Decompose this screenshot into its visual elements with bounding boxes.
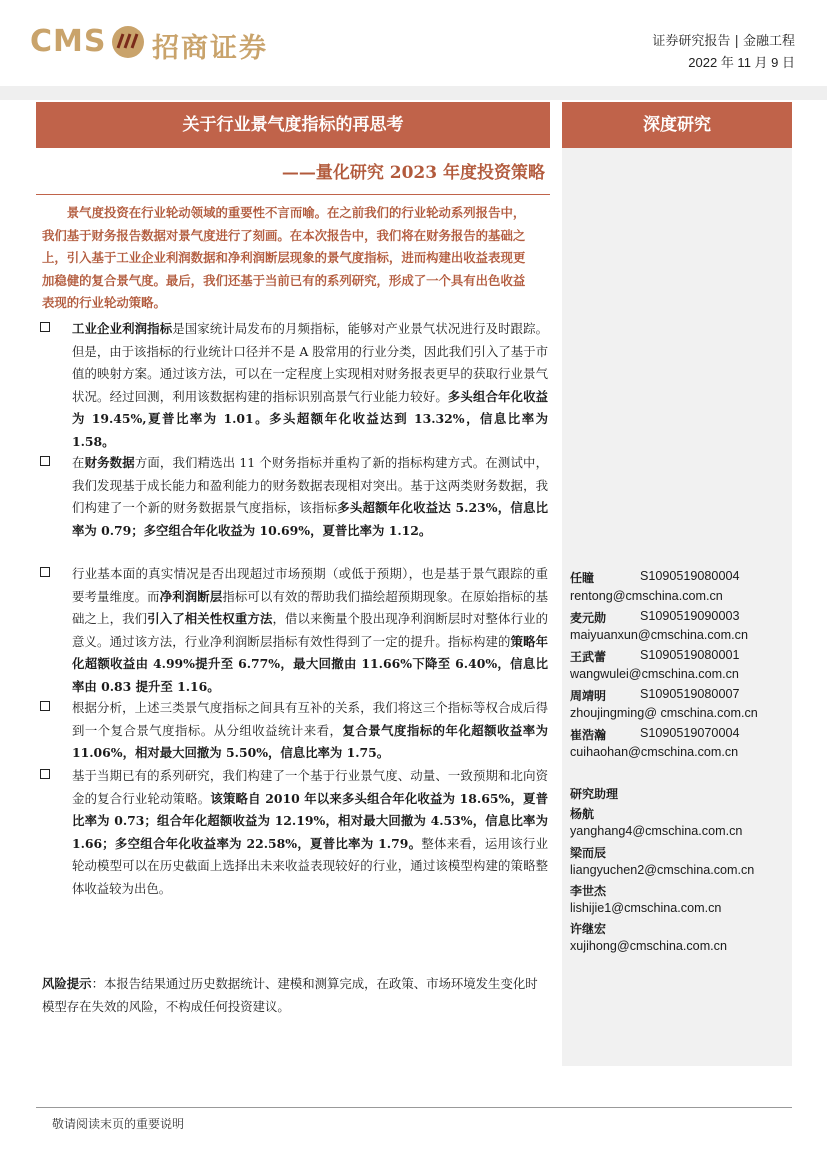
report-category-badge: 深度研究 bbox=[562, 102, 792, 148]
assistant-email[interactable]: yanghang4@cmschina.com.cn bbox=[570, 824, 743, 838]
bullet-body: 基于当期已有的系列研究，我们构建了一个基于行业景气度、动量、一致预期和北向资金的复合行业轮动策略。 bbox=[72, 768, 548, 806]
risk-text: ：本报告结果通过历史数据统计、建模和测算完成，在政策、市场环境发生变化时模型存在失效的风险，不构成任何投资建议。 bbox=[42, 976, 538, 1014]
bullet-text bbox=[72, 318, 548, 453]
subtitle-divider bbox=[36, 194, 550, 195]
bullet-text bbox=[72, 452, 548, 542]
analyst-email[interactable]: zhoujingming@ cmschina.com.cn bbox=[570, 706, 758, 720]
bullet-result: 该策略自 2010 年以来多头组合年化收益为 18.65%，夏普比率为 0.73；组合年化超额收益为 12.19%，相对最大回撤为 4.53%，信息比率为 1.66；多空组合年化收益率为 22.58%，夏普比率为 1.79。 bbox=[72, 790, 548, 851]
analyst-name: 任瞳 bbox=[570, 571, 595, 585]
bullet-net-profit-gap bbox=[40, 563, 548, 698]
checkbox-bullet-icon bbox=[40, 701, 50, 711]
bullet-body: 整体来看，运用该行业轮动模型可以在历史截面上选择出未来收益表现较好的行业，通过该模型构建的策略整体收益较为出色。 bbox=[72, 835, 549, 896]
checkbox-bullet-icon bbox=[40, 567, 50, 577]
bullet-body: 是国家统计局发布的月频指标，能够对产业景气状况进行及时跟踪。但是，由于该指标的行业统计口径并不是 A 股常用的行业分类，因此我们引入了基于市值的映射方案。通过该方法，可以在一定程度上实现相对财务报表更早的获取行业景气状况。经过回测，利用该数据构建的指标识别高景气行业能力较好。 bbox=[72, 321, 549, 404]
analyst-name: 麦元勋 bbox=[570, 611, 607, 625]
footer-divider bbox=[36, 1107, 792, 1108]
logo-cms-text: CMS bbox=[30, 24, 107, 59]
bullet-result: 多头组合年化收益为 19.45%,夏普比率为 1.01。多头超额年化收益达到 13.32%，信息比率为 1.58。 bbox=[72, 388, 549, 449]
bullet-body: 行业基本面的真实情况是否出现超过市场预期（或低于预期），也是基于景气跟踪的重要考量维度。而 bbox=[72, 566, 548, 604]
abstract-paragraph: 景气度投资在行业轮动领域的重要性不言而喻。在之前我们的行业轮动系列报告中，我们基于财务报告数据对景气度进行了刻画。在本次报告中，我们将在财务报告的基础之上，引入基于工业企业利润数据和净利润断层现象的景气度指标，进而构建出收益表现更加稳健的复合景气度。最后，我们还基于当前已有的系列研究，形成了一个具有出色收益表现的行业轮动策略。 bbox=[42, 205, 526, 310]
analyst-name: 崔浩瀚 bbox=[570, 728, 607, 742]
analyst-cert-code: S1090519080001 bbox=[640, 648, 740, 662]
analyst-cert-code: S1090519090003 bbox=[640, 609, 740, 623]
bullet-result: 多头超额年化收益达 5.23%，信息比率为 0.79；多空组合年化收益为 10.69%，夏普比率为 1.12。 bbox=[72, 500, 549, 538]
bullet-keyword: 工业企业利润指标 bbox=[72, 321, 173, 336]
checkbox-bullet-icon bbox=[40, 456, 50, 466]
assistant-name: 许继宏 bbox=[570, 922, 607, 936]
analyst-email[interactable]: rentong@cmschina.com.cn bbox=[570, 589, 723, 603]
analyst-cert-code: S1090519070004 bbox=[640, 726, 740, 740]
analyst-name: 王武蕾 bbox=[570, 650, 607, 664]
bullet-body: 指标可以有效的帮助我们描绘超预期现象。在原始指标的基础之上，我们 bbox=[72, 588, 549, 626]
bullet-industrial-profit bbox=[40, 318, 548, 453]
bullet-composite-indicator bbox=[40, 697, 548, 765]
bullet-financial-data bbox=[40, 452, 548, 542]
bullet-result: 复合景气度指标的年化超额收益率为 11.06%，相对最大回撤为 5.50%，信息比率为 1.75。 bbox=[72, 722, 549, 760]
analyst-email[interactable]: maiyuanxun@cmschina.com.cn bbox=[570, 628, 748, 642]
checkbox-bullet-icon bbox=[40, 769, 50, 779]
risk-warning bbox=[42, 973, 548, 1018]
bullet-text bbox=[72, 765, 548, 900]
bullet-body: ，借以来衡量个股出现净利润断层时对整体行业的意义。通过该方法，行业净利润断层指标有效性得到了一定的提升。指标构建的 bbox=[72, 611, 549, 649]
report-date: 2022 年 11 月 9 日 bbox=[688, 55, 795, 70]
assistants-label: 研究助理 bbox=[570, 787, 619, 801]
assistant-email[interactable]: xujihong@cmschina.com.cn bbox=[570, 939, 727, 953]
bullet-prefix: 在 bbox=[72, 455, 85, 470]
assistant-email[interactable]: liangyuchen2@cmschina.com.cn bbox=[570, 863, 755, 877]
assistant-name: 梁而辰 bbox=[570, 846, 607, 860]
report-subtitle: ——量化研究 2023 年度投资策略 bbox=[281, 163, 545, 183]
analyst-cert-code: S1090519080004 bbox=[640, 569, 740, 583]
report-title: 关于行业景气度指标的再思考 bbox=[182, 115, 404, 135]
report-type: 证券研究报告 | 金融工程 bbox=[652, 34, 795, 49]
bullet-keyword: 引入了相关性权重方法 bbox=[147, 611, 273, 626]
logo-chinese-name: 招商证券 bbox=[152, 33, 268, 64]
bullet-keyword: 财务数据 bbox=[84, 455, 135, 470]
bullet-body: 根据分析，上述三类景气度指标之间具有互补的关系，我们将这三个指标等权合成后得到一个复合景气度指标。从分组收益统计来看， bbox=[72, 700, 548, 738]
analyst-email[interactable]: cuihaohan@cmschina.com.cn bbox=[570, 745, 739, 759]
analyst-name: 周靖明 bbox=[570, 689, 607, 703]
checkbox-bullet-icon bbox=[40, 322, 50, 332]
risk-label: 风险提示 bbox=[42, 976, 92, 991]
bullet-result: 策略年化超额收益由 4.99%提升至 6.77%，最大回撤由 11.66%下降至 6.40%，信息比率由 0.83 提升至 1.16。 bbox=[72, 633, 549, 694]
bullet-text bbox=[72, 697, 548, 765]
bullet-text bbox=[72, 563, 548, 698]
assistant-name: 杨航 bbox=[570, 807, 595, 821]
bullet-body: 方面，我们精选出 11 个财务指标并重构了新的指标构建方式。在测试中，我们发现基于成长能力和盈利能力的财务数据表现相对突出。基于这两类财务数据，我们构建了一个新的财务数据景气度指标，该指标 bbox=[72, 455, 548, 515]
logo-emblem-icon bbox=[110, 24, 146, 60]
bullet-rotation-strategy bbox=[40, 765, 548, 900]
assistant-name: 李世杰 bbox=[570, 884, 607, 898]
footer-note: 敬请阅读末页的重要说明 bbox=[52, 1117, 185, 1131]
bullet-keyword: 净利润断层 bbox=[159, 588, 223, 604]
assistant-email[interactable]: lishijie1@cmschina.com.cn bbox=[570, 901, 722, 915]
analyst-cert-code: S1090519080007 bbox=[640, 687, 740, 701]
header-band bbox=[0, 86, 827, 100]
analyst-email[interactable]: wangwulei@cmschina.com.cn bbox=[570, 667, 739, 681]
